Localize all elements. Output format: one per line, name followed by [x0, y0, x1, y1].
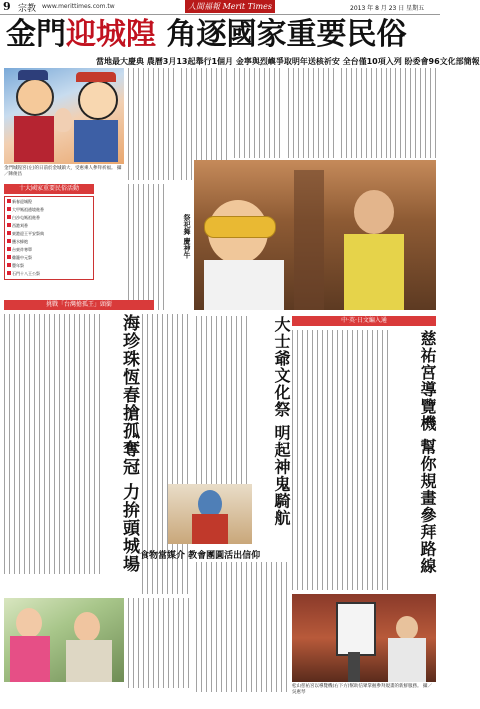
- person-face-1: [16, 608, 42, 638]
- article-a3-body: [292, 330, 392, 590]
- article-column-6: [390, 68, 436, 158]
- section-name: 宗教: [18, 4, 37, 14]
- bamboo-pole: [294, 170, 324, 310]
- site-url: www.merittimes.com.tw: [42, 3, 115, 10]
- man-shirt: [388, 638, 426, 682]
- headline-part1: 金門: [6, 17, 66, 52]
- kiosk-screen: [336, 602, 376, 656]
- article-column-7: [128, 184, 166, 310]
- page-number: 9: [3, 0, 11, 13]
- article-a2-title: 大士爺文化祭 明起神鬼騎航: [272, 316, 291, 527]
- headline-part2: 迎城隍: [66, 17, 156, 52]
- section-bar-left: 挑戰「台灣搶孤王」頭銜: [4, 300, 154, 310]
- article-a4-body: [196, 562, 288, 692]
- list-item: 新春迎城隍: [7, 199, 32, 205]
- man-face: [396, 616, 418, 640]
- main-headline: [6, 18, 436, 52]
- list-item: 雞籠中元祭: [7, 255, 32, 261]
- article-a3-title: 慈祐宮導覽機 幫你規畫參拜路線: [418, 330, 437, 575]
- article-a1-title: 海珍珠恆春搶孤奪冠 力拚頭城場: [119, 314, 139, 573]
- mascot-hat-right: [76, 72, 116, 82]
- article-a1-tail: [128, 598, 192, 688]
- guide-machine-photo: [292, 594, 436, 682]
- list-box-title: 十大國家重要民俗活動: [4, 184, 94, 194]
- girl-face: [54, 108, 72, 132]
- section-bar-right: 中‧英‧日文編入通: [292, 316, 436, 326]
- ghost-king-statue-photo: [168, 484, 252, 544]
- mascot-head-right: [78, 80, 118, 120]
- kiosk-stand: [348, 652, 360, 682]
- person-shirt-2: [66, 640, 112, 682]
- list-item: 石門十八王公祭: [7, 271, 40, 277]
- list-item: 大甲媽祖遶境進香: [7, 207, 44, 213]
- child-shirt: [204, 260, 284, 310]
- women-group-photo: [4, 598, 124, 682]
- statue-body: [192, 514, 228, 544]
- sub-headline: 當地最大慶典 農曆3月13起舉行1個月 金寧與烈嶼爭取明年送核祈安 全台僅10項入列 盼委會96文化部簡報: [96, 57, 480, 66]
- girl-face: [354, 190, 394, 234]
- article-column-3: [234, 68, 284, 158]
- article-column-1: [128, 68, 178, 180]
- headline-part3: 角逐國家重要民俗: [156, 17, 407, 52]
- person-shirt-1: [10, 636, 50, 682]
- person-face-2: [74, 612, 100, 642]
- photo1-caption: 金門城隍宮(左)的日前於金城鎮大，受惠乘人參拜祈福。 攝／陳俊昌: [4, 166, 122, 177]
- newspaper-logo: 人間福報 Merit Times: [185, 0, 275, 13]
- mascot-hat-left: [18, 70, 48, 80]
- list-item: 台東炸寒單: [7, 247, 32, 253]
- city-god-mascot-photo: [4, 68, 124, 164]
- article-column-4: [288, 68, 338, 158]
- page-header: [0, 0, 440, 15]
- photo6-caption: 松山慈祐宮以導覽機(右下方)幫助信眾掌握參拜規畫的新鮮服務。 攝／吳惠琴: [292, 684, 432, 695]
- main-photo-label: 祭祀舞 慶神牛: [183, 214, 192, 259]
- article-a1-body-left: [4, 314, 100, 574]
- list-item: 白沙屯媽祖進香: [7, 215, 40, 221]
- list-item: 西港刈香: [7, 223, 28, 229]
- list-item: 鹽水蜂炮: [7, 239, 28, 245]
- festival-mask: [204, 216, 276, 238]
- mascot-robe-left: [14, 116, 54, 162]
- girl-dress: [344, 234, 404, 310]
- list-item: 豐年祭: [7, 263, 24, 269]
- mascot-head-left: [16, 78, 54, 116]
- article-column-5: [341, 68, 387, 158]
- article-a4-title: 食物當媒介 教會團圓活出信仰: [140, 551, 261, 561]
- list-item: 東港迎王平安祭典: [7, 231, 44, 237]
- child-mask-main-photo: [194, 160, 436, 310]
- ten-festivals-list: [4, 196, 94, 280]
- issue-date: 2013 年 8 月 23 日 星期五: [350, 5, 425, 12]
- mascot-robe-right: [74, 120, 118, 162]
